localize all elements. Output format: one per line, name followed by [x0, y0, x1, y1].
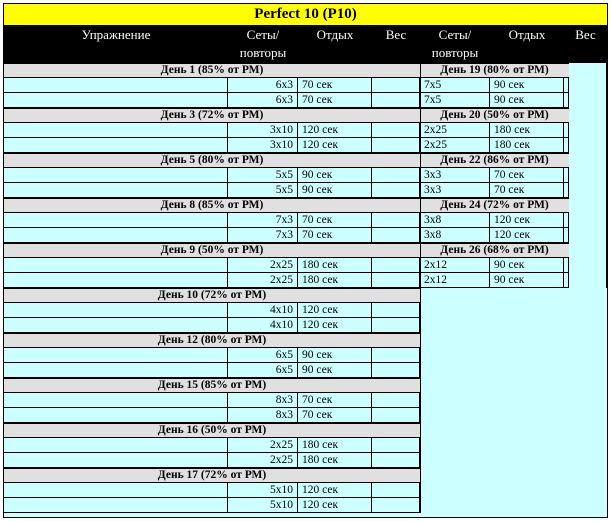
- weight-cell: [564, 168, 569, 182]
- exercise-cell: [4, 408, 228, 422]
- weight-cell: [372, 393, 420, 407]
- day-header: День 20 (50% от РМ): [420, 108, 569, 123]
- weight-cell: [372, 438, 420, 452]
- sets-reps-cell: 3x3: [420, 183, 490, 197]
- rest-cell: 90 сек: [298, 363, 372, 377]
- table-row: [420, 183, 569, 198]
- day-header: День 10 (72% от РМ): [4, 288, 420, 303]
- table-row: [4, 93, 420, 108]
- exercise-cell: [4, 258, 228, 272]
- rest-cell: 120 сек: [490, 228, 564, 242]
- rest-cell: 180 сек: [298, 273, 372, 287]
- table-row: [4, 183, 420, 198]
- weight-cell: [564, 273, 569, 287]
- weight-cell: [372, 303, 420, 317]
- table-row: [420, 123, 569, 138]
- header-exercise: Упражнение: [81, 27, 151, 42]
- exercise-cell: [4, 93, 228, 107]
- table-row: [4, 213, 420, 228]
- rest-cell: 120 сек: [490, 213, 564, 227]
- day-header: День 16 (50% от РМ): [4, 423, 420, 438]
- weight-cell: [372, 408, 420, 422]
- weight-cell: [372, 168, 420, 182]
- right-edge-line: [606, 63, 607, 288]
- sets-reps-cell: 5x10: [228, 498, 298, 512]
- sets-reps-cell: 2x25: [228, 453, 298, 467]
- weight-cell: [372, 138, 420, 152]
- table-row: [420, 213, 569, 228]
- day-header: День 12 (80% от РМ): [4, 333, 420, 348]
- weight-cell: [372, 273, 420, 287]
- weight-cell: [564, 228, 569, 242]
- weight-cell: [372, 318, 420, 332]
- day-header: День 9 (50% от РМ): [4, 243, 420, 258]
- day-header: День 26 (68% от РМ): [420, 243, 569, 258]
- day-header: День 22 (86% от РМ): [420, 153, 569, 168]
- header-rest: Отдых: [316, 27, 354, 42]
- sets-reps-cell: 5x10: [228, 483, 298, 497]
- header-weight: Вес: [385, 27, 407, 42]
- day-header: День 1 (85% от РМ): [4, 63, 420, 78]
- rest-cell: 90 сек: [490, 78, 564, 92]
- sets-reps-cell: 2x12: [420, 258, 490, 272]
- exercise-cell: [4, 318, 228, 332]
- sets-reps-cell: 7x3: [228, 228, 298, 242]
- table-row: [4, 273, 420, 288]
- weight-cell: [372, 183, 420, 197]
- sets-reps-cell: 8x3: [228, 408, 298, 422]
- table-row: [4, 408, 420, 423]
- rest-cell: 70 сек: [490, 183, 564, 197]
- table-row: [4, 168, 420, 183]
- table-row: [4, 393, 420, 408]
- table-row: [4, 363, 420, 378]
- exercise-cell: [4, 453, 228, 467]
- weight-cell: [372, 93, 420, 107]
- table-row: [420, 168, 569, 183]
- weight-cell: [564, 183, 569, 197]
- rest-cell: 70 сек: [298, 93, 372, 107]
- rest-cell: 70 сек: [298, 213, 372, 227]
- weight-cell: [564, 93, 569, 107]
- table-row: [4, 348, 420, 363]
- exercise-cell: [4, 78, 228, 92]
- column-divider: [420, 63, 421, 513]
- sets-reps-cell: 3x8: [420, 228, 490, 242]
- rest-cell: 70 сек: [298, 228, 372, 242]
- weight-cell: [564, 213, 569, 227]
- sets-reps-cell: 6x5: [228, 348, 298, 362]
- exercise-cell: [4, 273, 228, 287]
- rest-cell: 70 сек: [298, 78, 372, 92]
- sets-reps-cell: 8x3: [228, 393, 298, 407]
- exercise-cell: [4, 228, 228, 242]
- sets-reps-cell: 2x25: [228, 438, 298, 452]
- sets-reps-cell: 2x25: [228, 258, 298, 272]
- rest-cell: 90 сек: [298, 168, 372, 182]
- rest-cell: 90 сек: [490, 93, 564, 107]
- table-row: [4, 258, 420, 273]
- table-row: [4, 483, 420, 498]
- weight-cell: [372, 228, 420, 242]
- day-header: День 15 (85% от РМ): [4, 378, 420, 393]
- exercise-cell: [4, 123, 228, 137]
- weight-cell: [372, 348, 420, 362]
- day-header: День 8 (85% от РМ): [4, 198, 420, 213]
- rest-cell: 120 сек: [298, 318, 372, 332]
- rest-cell: 90 сек: [298, 348, 372, 362]
- weight-cell: [372, 213, 420, 227]
- rest-cell: 180 сек: [490, 123, 564, 137]
- rest-cell: 70 сек: [298, 393, 372, 407]
- weight-cell: [564, 123, 569, 137]
- sets-reps-cell: 2x25: [420, 138, 490, 152]
- header-sets-line2-right: повторы: [431, 45, 479, 60]
- rest-cell: 90 сек: [490, 273, 564, 287]
- table-row: [4, 78, 420, 93]
- weight-cell: [564, 78, 569, 92]
- exercise-cell: [4, 303, 228, 317]
- sets-reps-cell: 2x25: [228, 273, 298, 287]
- table-row: [4, 123, 420, 138]
- sets-reps-cell: 3x10: [228, 138, 298, 152]
- sets-reps-cell: 2x12: [420, 273, 490, 287]
- sets-reps-cell: 4x10: [228, 303, 298, 317]
- header-sets-line2: повторы: [239, 45, 287, 60]
- table-row: [420, 93, 569, 108]
- rest-cell: 180 сек: [298, 453, 372, 467]
- exercise-cell: [4, 138, 228, 152]
- sets-reps-cell: 5x5: [228, 183, 298, 197]
- sets-reps-cell: 5x5: [228, 168, 298, 182]
- table-row: [4, 303, 420, 318]
- rest-cell: 180 сек: [490, 138, 564, 152]
- sets-reps-cell: 7x3: [228, 213, 298, 227]
- sets-reps-cell: 2x25: [420, 123, 490, 137]
- exercise-cell: [4, 183, 228, 197]
- sets-reps-cell: 3x3: [420, 168, 490, 182]
- weight-cell: [372, 123, 420, 137]
- day-header: День 19 (80% от РМ): [420, 63, 569, 78]
- day-header: День 24 (72% от РМ): [420, 198, 569, 213]
- rest-cell: 70 сек: [298, 408, 372, 422]
- sets-reps-cell: 4x10: [228, 318, 298, 332]
- sets-reps-cell: 6x5: [228, 363, 298, 377]
- table-row: [4, 138, 420, 153]
- table-row: [420, 273, 569, 288]
- day-header: День 17 (72% от РМ): [4, 468, 420, 483]
- sets-reps-cell: 7x5: [420, 78, 490, 92]
- table-row: [420, 138, 569, 153]
- rest-cell: 180 сек: [298, 438, 372, 452]
- header-rest-right: Отдых: [508, 27, 546, 42]
- table-row: [420, 228, 569, 243]
- weight-cell: [372, 483, 420, 497]
- sets-reps-cell: 6x3: [228, 78, 298, 92]
- weight-cell: [564, 258, 569, 272]
- weight-cell: [372, 78, 420, 92]
- day-header: День 5 (80% от РМ): [4, 153, 420, 168]
- header-sets-line1-right: Сеты/: [438, 27, 472, 42]
- rest-cell: 70 сек: [490, 168, 564, 182]
- day-header: День 3 (72% от РМ): [4, 108, 420, 123]
- rest-cell: 90 сек: [490, 258, 564, 272]
- weight-cell: [564, 138, 569, 152]
- header-weight-right: Вес: [575, 27, 596, 42]
- exercise-cell: [4, 168, 228, 182]
- rest-cell: 120 сек: [298, 123, 372, 137]
- table-row: [4, 498, 420, 513]
- exercise-cell: [4, 438, 228, 452]
- exercise-cell: [4, 483, 228, 497]
- weight-cell: [372, 453, 420, 467]
- exercise-cell: [4, 213, 228, 227]
- exercise-cell: [4, 498, 228, 512]
- program-table: [3, 3, 608, 518]
- rest-cell: 180 сек: [298, 258, 372, 272]
- table-row: [4, 438, 420, 453]
- rest-cell: 120 сек: [298, 498, 372, 512]
- weight-cell: [372, 498, 420, 512]
- table-row: [420, 258, 569, 273]
- exercise-cell: [4, 348, 228, 362]
- sets-reps-cell: 3x10: [228, 123, 298, 137]
- table-row: [4, 228, 420, 243]
- rest-cell: 120 сек: [298, 138, 372, 152]
- rest-cell: 120 сек: [298, 303, 372, 317]
- rest-cell: 90 сек: [298, 183, 372, 197]
- rest-cell: 120 сек: [298, 483, 372, 497]
- sets-reps-cell: 6x3: [228, 93, 298, 107]
- column-header: [4, 26, 607, 63]
- sets-reps-cell: 7x5: [420, 93, 490, 107]
- table-title: Perfect 10 (P10): [4, 4, 607, 26]
- weight-cell: [372, 363, 420, 377]
- exercise-cell: [4, 363, 228, 377]
- sets-reps-cell: 3x8: [420, 213, 490, 227]
- header-sets-line1: Сеты/: [246, 27, 280, 42]
- table-row: [420, 78, 569, 93]
- table-row: [4, 453, 420, 468]
- table-row: [4, 318, 420, 333]
- exercise-cell: [4, 393, 228, 407]
- weight-cell: [372, 258, 420, 272]
